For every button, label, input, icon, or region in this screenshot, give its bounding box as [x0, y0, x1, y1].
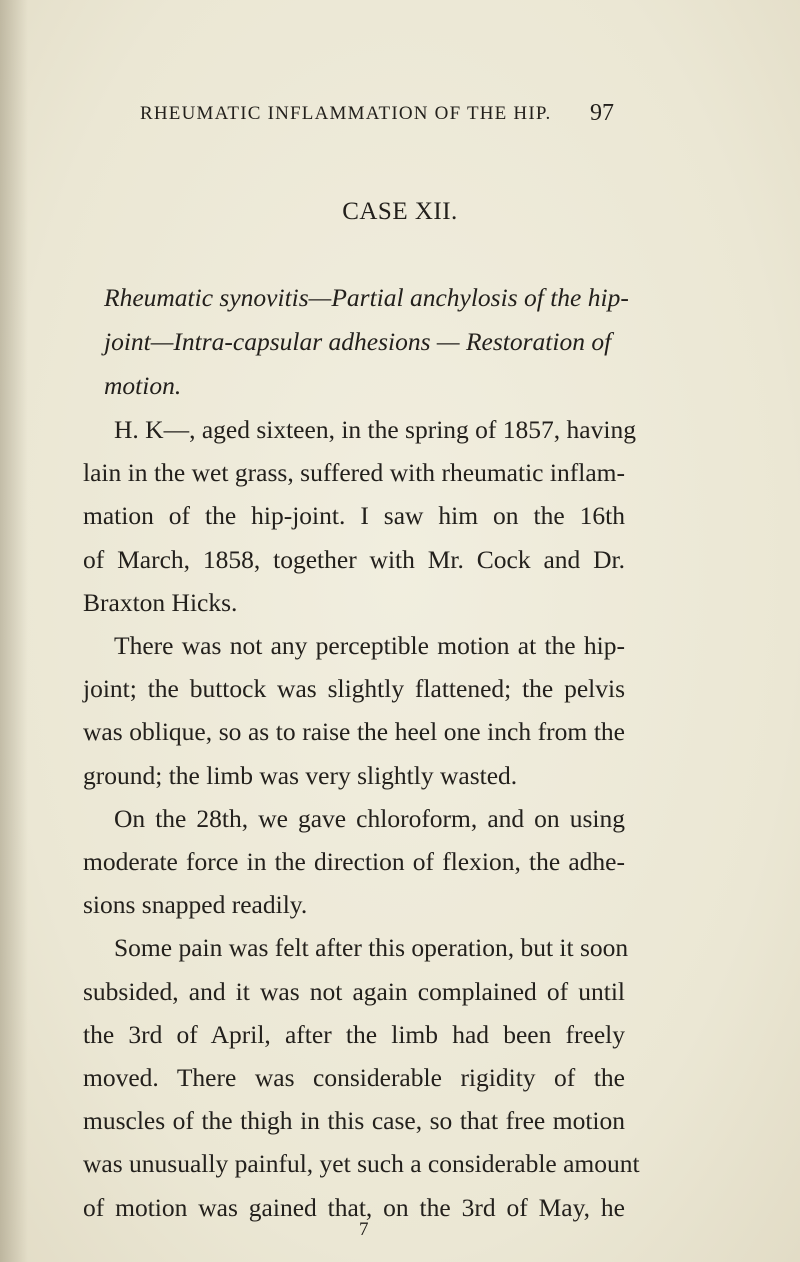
text-line: was oblique, so as to raise the heel one inch from the [83, 717, 625, 747]
text-line: moved. There was considerable rigidity of the [83, 1063, 625, 1093]
text-line: of motion was gained that, on the 3rd of May, he [83, 1192, 625, 1222]
case-title-line: motion. [104, 371, 182, 400]
text-line: joint; the buttock was slightly flattened; the pelvis [83, 674, 625, 704]
text-line: On the 28th, we gave chloroform, and on using [114, 803, 625, 833]
case-title [104, 276, 629, 408]
text-line: lain in the wet grass, suffered with rheumatic inflam- [83, 458, 625, 488]
text-line: of March, 1858, together with Mr. Cock and Dr. [83, 544, 625, 574]
text-line: ground; the limb was very slightly wasted. [83, 760, 518, 790]
text-line: Some pain was felt after this operation, but it soon [114, 933, 629, 963]
page-gutter-shadow [0, 0, 28, 1262]
case-title-line: Rheumatic synovitis—Partial anchylosis of the hip- [104, 283, 629, 312]
case-heading: CASE XII. [342, 198, 458, 225]
text-line: H. K—, aged sixteen, in the spring of 1857, having [114, 415, 636, 444]
text-line: There was not any perceptible motion at the hip- [114, 631, 625, 661]
text-line: subsided, and it was not again complained of until [83, 976, 625, 1006]
text-line: the 3rd of April, after the limb had been freely [83, 1019, 625, 1049]
page-number: 97 [590, 100, 614, 126]
text-line: Braxton Hicks. [83, 587, 238, 617]
text-line: was unusually painful, yet such a considerable amount [83, 1149, 640, 1179]
text-line: muscles of the thigh in this case, so that free motion [83, 1106, 625, 1136]
text-line: moderate force in the direction of flexion, the adhe- [83, 847, 625, 877]
text-line: mation of the hip-joint. I saw him on the 16th [83, 501, 625, 531]
signature-mark: 7 [359, 1219, 369, 1240]
body-text [83, 408, 640, 1229]
case-title-line: joint—Intra-capsular adhesions — Restoration of [104, 327, 612, 356]
running-head: RHEUMATIC INFLAMMATION OF THE HIP. [140, 103, 552, 124]
text-line: sions snapped readily. [83, 890, 308, 920]
